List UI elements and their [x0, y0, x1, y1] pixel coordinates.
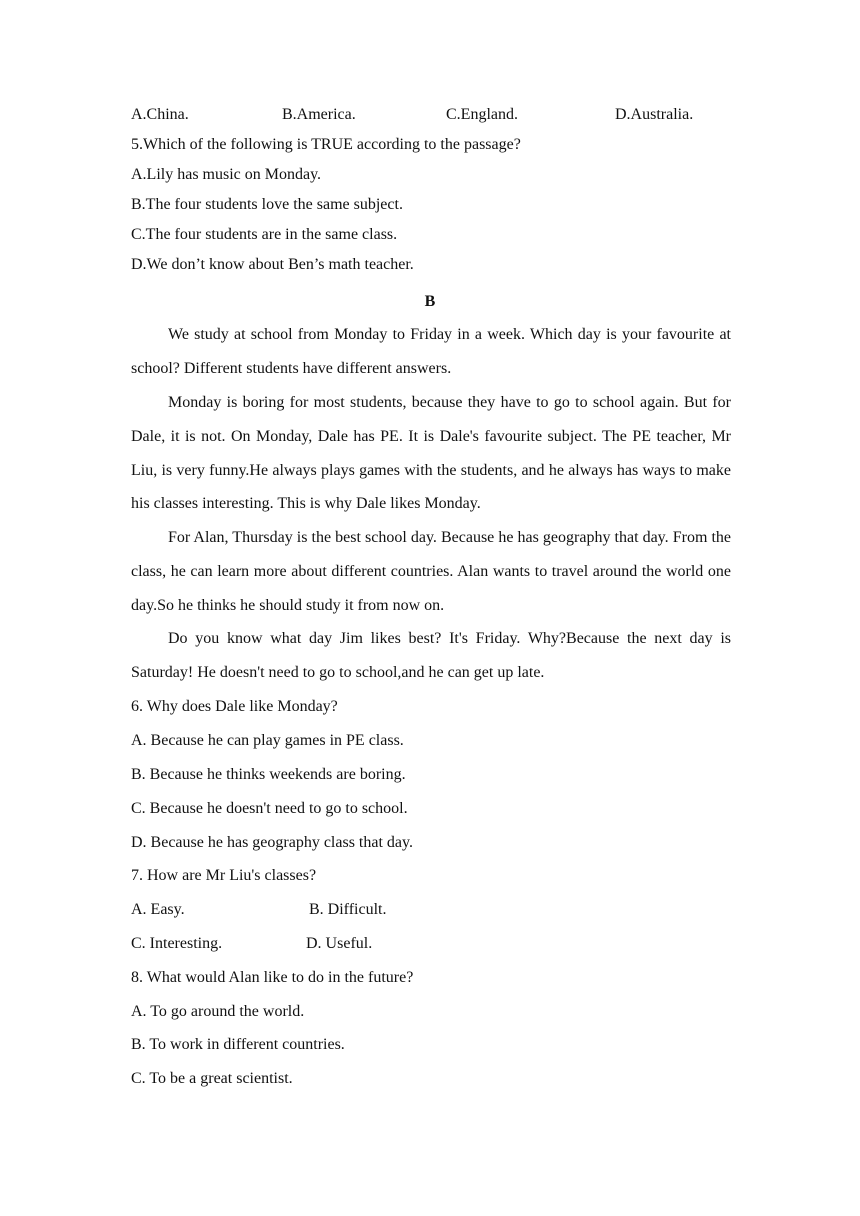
q8-option-b: B. To work in different countries.	[131, 1036, 345, 1053]
passage-paragraph: We study at school from Monday to Friday in a week. Which day is your favourite at school? Different students have different answers.	[131, 326, 731, 377]
q5-option-c: C.The four students are in the same class.	[131, 226, 398, 243]
section-title: B	[424, 293, 436, 310]
q5-option-d: D.We don’t know about Ben’s math teacher.	[131, 256, 414, 273]
q4-option-c: C.England.	[446, 106, 518, 123]
q5-option-b: B.The four students love the same subject.	[131, 196, 403, 213]
q7-option-d: D. Useful.	[306, 935, 373, 952]
q4-option-b: B.America.	[282, 106, 356, 123]
q4-option-d: D.Australia.	[615, 106, 694, 123]
q5-question: 5.Which of the following is TRUE according to the passage?	[131, 136, 521, 153]
q8-question: 8. What would Alan like to do in the future?	[131, 969, 414, 986]
passage-paragraph: For Alan, Thursday is the best school day. Because he has geography that day. From the class, he can learn more about different countries. Alan wants to travel around the world one day.So he thinks he should study it from now on.	[131, 529, 731, 614]
passage-paragraph: Monday is boring for most students, because they have to go to school again. But for Dale, it is not. On Monday, Dale has PE. It is Dale's favourite subject. The PE teacher, Mr Liu, is very funny.He always plays games with the students, and he always has ways to make his classes interesting. This is why Dale likes Monday.	[131, 394, 731, 513]
q8-option-c: C. To be a great scientist.	[131, 1070, 293, 1087]
q6-option-b: B. Because he thinks weekends are boring.	[131, 766, 406, 783]
q7-question: 7. How are Mr Liu's classes?	[131, 867, 317, 884]
q6-option-a: A. Because he can play games in PE class.	[131, 732, 404, 749]
q6-option-d: D. Because he has geography class that day.	[131, 834, 413, 851]
passage-paragraph: Do you know what day Jim likes best? It's Friday. Why?Because the next day is Saturday! He doesn't need to go to school,and he can get up late.	[131, 630, 731, 681]
q6-question: 6. Why does Dale like Monday?	[131, 698, 338, 715]
q8-option-a: A. To go around the world.	[131, 1003, 305, 1020]
q7-option-b: B. Difficult.	[309, 901, 387, 918]
q6-option-c: C. Because he doesn't need to go to school.	[131, 800, 408, 817]
q7-option-a: A. Easy.	[131, 901, 185, 918]
q4-option-a: A.China.	[131, 106, 189, 123]
q7-option-c: C. Interesting.	[131, 935, 223, 952]
q5-option-a: A.Lily has music on Monday.	[131, 166, 322, 183]
